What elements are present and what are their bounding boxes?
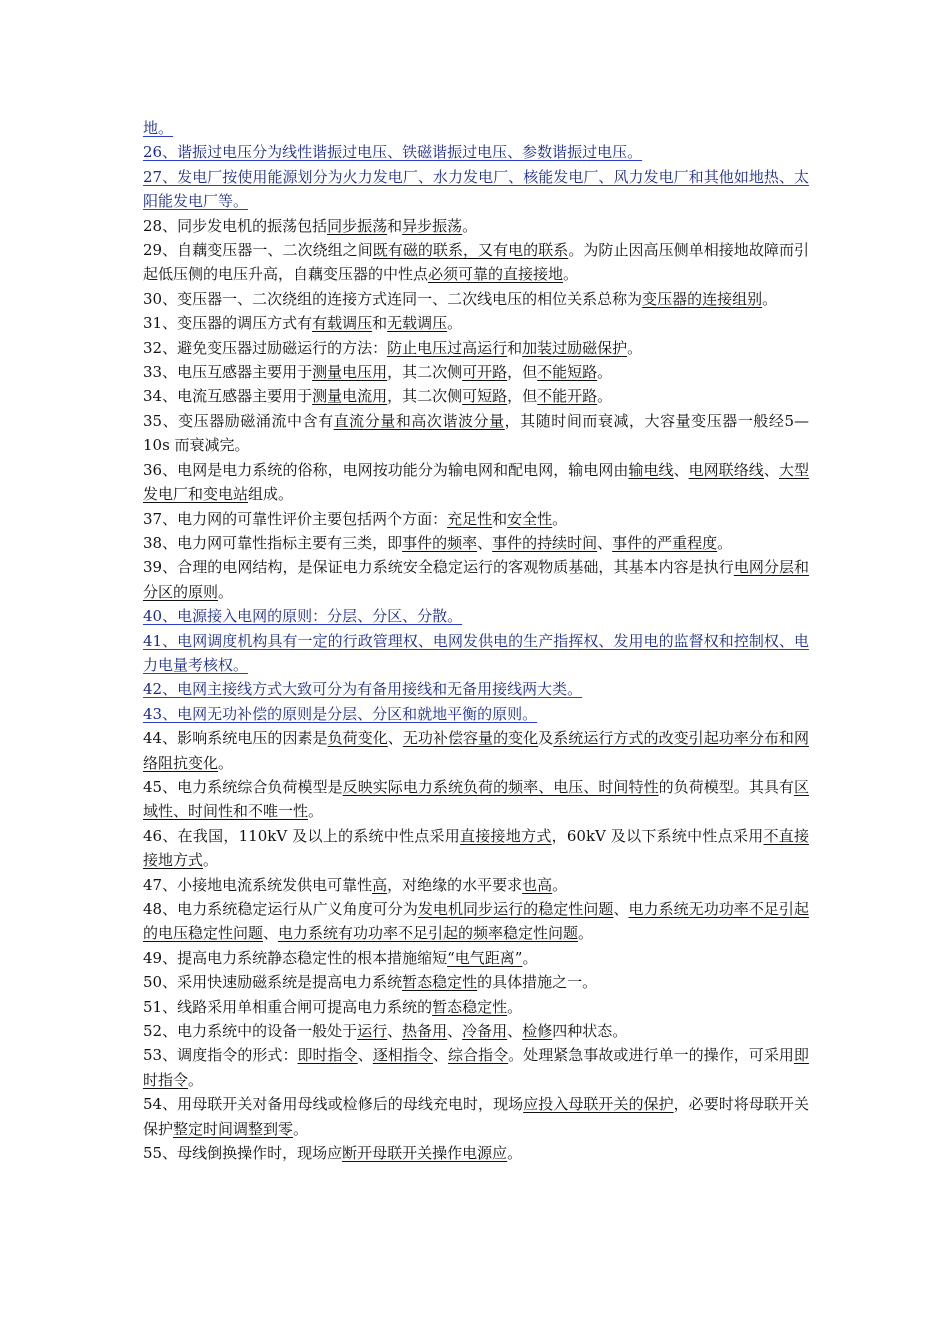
underlined-answer: 区域性、时间性和不唯一性: [143, 777, 809, 821]
underlined-answer: 事件的严重程度: [612, 533, 718, 552]
statement-text: 、: [357, 1046, 373, 1065]
list-item: [143, 458, 809, 507]
underlined-answer: 检修: [522, 1022, 553, 1041]
statement-text: 。: [597, 387, 613, 406]
underlined-answer: 异步振荡: [402, 216, 463, 235]
underlined-answer: 电网联络线: [688, 460, 764, 479]
statement-text: 33、电压互感器主要用于: [143, 363, 313, 382]
statement-text: 。: [627, 338, 643, 357]
statement-text: 。: [552, 875, 568, 894]
statement-text: 。: [597, 363, 613, 382]
highlighted-statement: 41、电网调度机构具有一定的行政管理权、电网发供电的生产指挥权、发用电的监督权和控制权、电力电量考核权。: [143, 631, 809, 674]
statement-text: 52、电力系统中的设备一般处于: [143, 1022, 358, 1041]
underlined-answer: 不能开路: [537, 387, 598, 406]
list-item: [143, 1019, 809, 1043]
statement-text: 44、影响系统电压的因素是: [143, 729, 328, 748]
statement-text: 、: [477, 533, 493, 552]
underlined-answer: 系统运行方式的改变引起功率分布和网络阻抗变化: [143, 729, 809, 772]
statement-text: 47、小接地电流系统发供电可靠性: [143, 875, 373, 894]
list-item: [143, 1043, 809, 1092]
statement-text: 37、电力网的可靠性评价主要包括两个方面：: [143, 509, 448, 528]
statement-text: 的具体措施之一。: [477, 973, 598, 992]
underlined-answer: 整定时间调整到零: [173, 1119, 294, 1138]
statement-text: 。: [462, 216, 478, 235]
list-item: [143, 238, 809, 287]
list-item: [143, 995, 809, 1019]
list-item: [143, 775, 809, 824]
statement-text: 、: [432, 1046, 448, 1065]
statement-text: 29、自藕变压器一、二次绕组之间: [143, 241, 373, 260]
list-item: [143, 726, 809, 775]
underlined-answer: 热备用: [402, 1022, 448, 1041]
statement-text: 。: [308, 802, 324, 821]
statement-text: 和: [507, 338, 523, 357]
highlighted-statement: 43、电网无功补偿的原则是分层、分区和就地平衡的原则。: [143, 704, 538, 723]
list-item: [143, 140, 809, 164]
list-item: [143, 116, 809, 140]
statement-text: 45、电力系统综合负荷模型是: [143, 777, 343, 796]
statement-text: 46、在我国，110kV 及以上的系统中性点采用: [143, 826, 461, 845]
statement-text: ，必要时将母联开关保护: [143, 1095, 809, 1138]
statement-text: 的负荷模型。其具有: [658, 777, 794, 796]
list-item: [143, 604, 809, 628]
underlined-answer: 必须可靠的直接接地: [428, 265, 564, 284]
statement-text: 。: [293, 1119, 309, 1138]
statement-text: 。处理紧急事故或进行单一的操作，可采用: [508, 1046, 794, 1065]
underlined-answer: 不能短路: [537, 363, 598, 382]
statement-text: 54、用母联开关对备用母线或检修后的母线充电时，现场: [143, 1095, 524, 1114]
underlined-answer: 即时指令: [143, 1046, 809, 1089]
underlined-answer: 发电机同步运行的稳定性问题: [417, 900, 614, 918]
underlined-answer: 电力系统无功功率不足引起的电压稳定性问题: [143, 900, 809, 943]
highlighted-statement: 42、电网主接线方式大致可分为有备用接线和无备用接线两大类。: [143, 680, 583, 699]
statement-text: 。: [507, 1144, 523, 1163]
statement-text: 。: [188, 1070, 204, 1089]
underlined-answer: 不直接接地方式: [143, 826, 809, 870]
underlined-answer: 即时指令: [297, 1046, 358, 1065]
statement-text: ，其二次侧: [387, 387, 463, 406]
statement-text: 。: [218, 582, 234, 601]
statement-text: 39、合理的电网结构，是保证电力系统安全稳定运行的客观物质基础，其基本内容是执行: [143, 558, 734, 577]
underlined-answer: 逐相指令: [372, 1046, 433, 1065]
underlined-answer: 断开母联开关操作电源应: [342, 1144, 508, 1163]
statement-text: 53、调度指令的形式：: [143, 1046, 298, 1065]
underlined-answer: 安全性: [507, 509, 553, 528]
list-item: [143, 311, 809, 335]
statement-text: 。: [762, 289, 778, 308]
underlined-answer: 同步振荡: [327, 216, 388, 235]
statement-text: 。: [522, 948, 538, 967]
statement-text: 及: [538, 729, 554, 748]
statement-text: 。: [563, 265, 579, 284]
list-item: [143, 946, 809, 970]
underlined-answer: 输电线: [628, 460, 674, 479]
statement-text: 36、电网是电力系统的俗称，电网按功能分为输电网和配电网，输电网由: [143, 460, 629, 479]
list-item: [143, 970, 809, 994]
list-item: [143, 360, 809, 384]
list-item: [143, 165, 809, 214]
highlighted-statement: 26、谐振过电压分为线性谐振过电压、铁磁谐振过电压、参数谐振过电压。: [143, 143, 643, 162]
list-item: [143, 897, 809, 946]
underlined-answer: 运行: [357, 1022, 388, 1041]
underlined-answer: 可开路: [462, 363, 508, 382]
list-item: [143, 409, 809, 458]
statement-text: 和: [492, 509, 508, 528]
statement-text: 。为防止因高压侧单相接地故障而引起低压侧的电压升高，自藕变压器的中性点: [143, 241, 809, 284]
list-item: [143, 824, 809, 873]
underlined-answer: “电气距离”: [447, 948, 523, 967]
statement-text: 、: [447, 1022, 463, 1041]
underlined-answer: 暂态稳定性: [402, 973, 478, 992]
statement-text: ，但: [507, 387, 538, 406]
statement-text: 。: [507, 997, 523, 1016]
statement-text: 。: [447, 314, 463, 333]
statement-text: 。: [578, 924, 594, 943]
list-item: [143, 214, 809, 238]
list-item: [143, 555, 809, 604]
statement-text: 35、变压器励磁涌流中含有: [143, 411, 334, 430]
statement-text: 55、母线倒换操作时，现场应: [143, 1144, 343, 1163]
list-item: [143, 384, 809, 408]
statement-text: 、: [263, 924, 279, 943]
statement-text: 。: [218, 753, 234, 772]
list-item: [143, 287, 809, 311]
statement-text: 38、电力网可靠性指标主要有三类，即: [143, 533, 403, 552]
statement-text: 、: [387, 1022, 403, 1041]
statement-text: 和: [372, 314, 388, 333]
statement-text: ，60kV 及以下系统中性点采用: [551, 826, 764, 845]
statement-text: 。: [552, 509, 568, 528]
underlined-answer: 电力系统有功功率不足引起的频率稳定性问题: [278, 924, 579, 943]
statement-text: 四种状态。: [552, 1022, 628, 1041]
statement-text: 、: [387, 729, 403, 748]
statement-text: 。: [203, 851, 219, 870]
list-item: [143, 531, 809, 555]
underlined-answer: 直接接地方式: [460, 826, 552, 845]
statement-text: 49、提高电力系统静态稳定性的根本措施缩短: [143, 948, 448, 967]
underlined-answer: 也高: [522, 875, 553, 894]
underlined-answer: 有载调压: [312, 314, 373, 333]
statement-text: 48、电力系统稳定运行从广义角度可分为: [143, 900, 418, 918]
document-body: [143, 116, 809, 1165]
list-item: [143, 702, 809, 726]
statement-text: ，但: [507, 363, 538, 382]
underlined-answer: 反映实际电力系统负荷的频率、电压、时间特性: [342, 777, 659, 796]
statement-text: 50、采用快速励磁系统是提高电力系统: [143, 973, 403, 992]
list-item: [143, 1141, 809, 1165]
statement-text: 31、变压器的调压方式有: [143, 314, 313, 333]
underlined-answer: 直流分量和高次谐波分量: [333, 411, 505, 430]
underlined-answer: 电网分层和分区的原则: [143, 558, 809, 601]
statement-text: 、: [597, 533, 613, 552]
statement-text: 、: [763, 460, 779, 479]
statement-text: 组成。: [248, 485, 294, 504]
highlighted-statement: 27、发电厂按使用能源划分为火力发电厂、水力发电厂、核能发电厂、风力发电厂和其他如地热、太阳能发电厂等。: [143, 167, 809, 211]
statement-text: 28、同步发电机的振荡包括: [143, 216, 328, 235]
statement-text: 、: [507, 1022, 523, 1041]
statement-text: 、: [613, 900, 629, 918]
underlined-answer: 测量电流用: [312, 387, 388, 406]
underlined-answer: 大型发电厂和变电站: [143, 460, 809, 504]
underlined-answer: 无功补偿容量的变化: [402, 729, 539, 748]
underlined-answer: 暂态稳定性: [432, 997, 508, 1016]
highlighted-statement: 40、电源接入电网的原则：分层、分区、分散。: [143, 607, 463, 626]
underlined-answer: 无载调压: [387, 314, 448, 333]
statement-text: 34、电流互感器主要用于: [143, 387, 313, 406]
underlined-answer: 高: [372, 875, 388, 894]
underlined-answer: 可短路: [462, 387, 508, 406]
statement-text: 51、线路采用单相重合闸可提高电力系统的: [143, 997, 433, 1016]
underlined-answer: 事件的持续时间: [492, 533, 598, 552]
underlined-answer: 测量电压用: [312, 363, 388, 382]
list-item: [143, 507, 809, 531]
underlined-answer: 事件的频率: [402, 533, 478, 552]
list-item: [143, 336, 809, 360]
highlighted-statement: 地。: [143, 119, 174, 137]
underlined-answer: 防止电压过高运行: [387, 338, 508, 357]
statement-text: 。: [717, 533, 733, 552]
underlined-answer: 负荷变化: [327, 729, 388, 748]
statement-text: 、: [673, 460, 689, 479]
underlined-answer: 综合指令: [447, 1046, 509, 1065]
list-item: [143, 629, 809, 678]
list-item: [143, 1092, 809, 1141]
list-item: [143, 677, 809, 701]
statement-text: 30、变压器一、二次绕组的连接方式连同一、二次线电压的相位关系总称为: [143, 289, 643, 308]
underlined-answer: 变压器的连接组别: [642, 289, 763, 308]
statement-text: ，其随时间而衰减，大容量变压器一般经5—10s 而衰减完。: [143, 411, 809, 455]
statement-text: 32、避免变压器过励磁运行的方法：: [143, 338, 388, 357]
statement-text: 和: [387, 216, 403, 235]
underlined-answer: 应投入母联开关的保护: [523, 1095, 674, 1114]
statement-text: ，其二次侧: [387, 363, 463, 382]
list-item: [143, 873, 809, 897]
underlined-answer: 加装过励磁保护: [522, 338, 628, 357]
underlined-answer: 既有磁的联系，又有电的联系: [372, 241, 569, 260]
underlined-answer: 冷备用: [462, 1022, 508, 1041]
underlined-answer: 充足性: [447, 509, 493, 528]
statement-text: ，对绝缘的水平要求: [387, 875, 523, 894]
